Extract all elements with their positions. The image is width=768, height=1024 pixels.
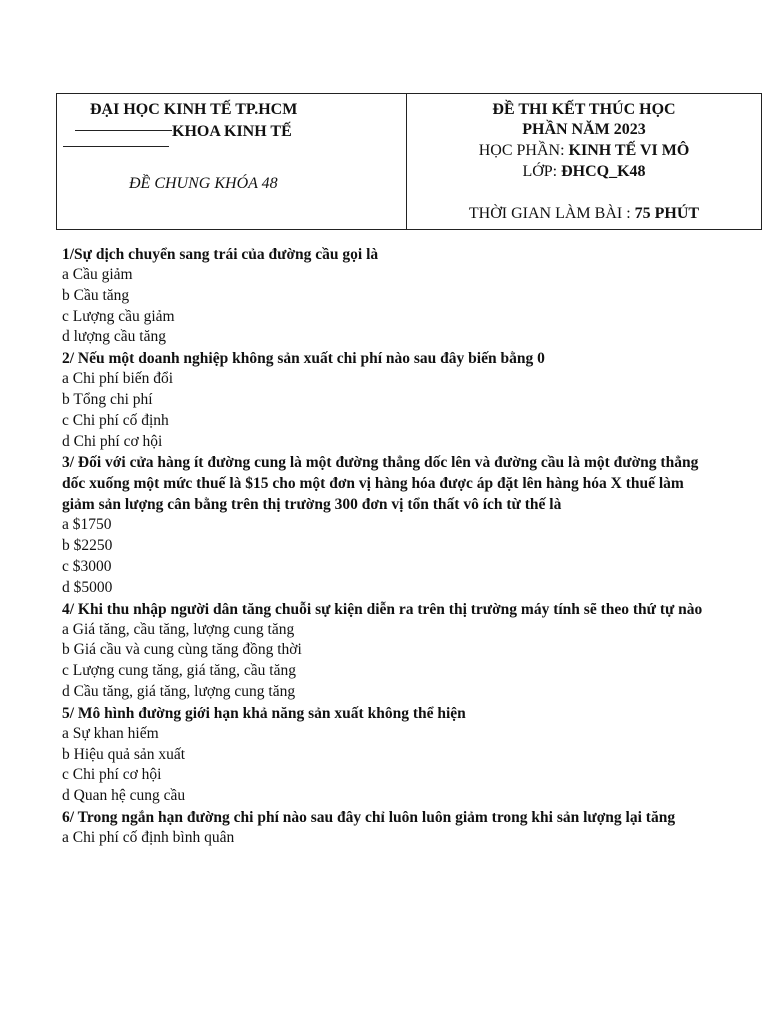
faculty-line	[75, 124, 292, 140]
time-label: THỜI GIAN LÀM BÀI :	[468, 205, 635, 222]
question-text: 2/ Nếu một doanh nghiệp không sản xuất chi phí nào sau đây biến bằng 0	[62, 350, 545, 368]
question-block	[62, 348, 712, 452]
answer-option: d Cầu tăng, giá tăng, lượng cung tăng	[62, 682, 296, 700]
exam-note: ĐỀ CHUNG KHÓA 48	[129, 175, 278, 192]
exam-title-line2: PHẦN NĂM 2023	[522, 121, 646, 138]
answer-option: d Chi phí cơ hội	[62, 432, 163, 450]
question-list	[62, 244, 712, 849]
answer-option: b Cầu tăng	[62, 286, 130, 304]
answer-option: a Cầu giảm	[62, 266, 133, 283]
question-text: 3/ Đối với cửa hàng ít đường cung là một đường thẳng dốc lên và đường cầu là một đường thẳng dốc xuống một mức thuế là $15 cho một đơn vị hàng hóa được áp đặt lên hàng hóa X thuế làm giảm sản lượng cân bằng trên thị trường 300 đơn vị tổn thất vô ích từ thế là	[62, 454, 699, 514]
answer-option: c $3000	[62, 557, 112, 575]
underline-rule	[63, 140, 169, 156]
faculty-rule	[75, 130, 172, 131]
time-value: 75 PHÚT	[634, 205, 700, 222]
question-block	[62, 703, 712, 807]
answer-option: c Lượng cung tăng, giá tăng, cầu tăng	[62, 662, 296, 680]
question-text: 4/ Khi thu nhập người dân tăng chuỗi sự kiện diễn ra trên thị trường máy tính sẽ theo thứ tự nào	[62, 600, 703, 618]
answer-option: b Tổng chi phí	[62, 390, 153, 408]
answer-option: a Sự khan hiếm	[62, 724, 159, 742]
question-text: 1/Sự dịch chuyển sang trái của đường cầu gọi là	[62, 246, 379, 263]
answer-option: d lượng cầu tăng	[62, 328, 166, 346]
class-value: ĐHCQ_K48	[561, 163, 646, 180]
faculty-name: KHOA KINH TẾ	[172, 123, 292, 140]
answer-option: a Chi phí cố định bình quân	[62, 828, 235, 846]
question-text: 5/ Mô hình đường giới hạn khả năng sản xuất không thể hiện	[62, 704, 466, 722]
answer-option: a Chi phí biến đổi	[62, 370, 174, 388]
course-line	[407, 143, 761, 159]
answer-option: b $2250	[62, 537, 113, 555]
course-value: KINH TẾ VI MÔ	[568, 142, 690, 159]
header-left-cell	[57, 94, 407, 229]
question-text: 6/ Trong ngắn hạn đường chi phí nào sau đây chỉ luôn luôn giảm trong khi sản lượng lại tăng	[62, 808, 676, 826]
question-block	[62, 599, 712, 703]
exam-header-table	[56, 93, 762, 230]
question-block	[62, 244, 712, 348]
class-line	[407, 164, 761, 180]
answer-option: c Chi phí cơ hội	[62, 766, 162, 784]
class-label: LỚP:	[522, 163, 562, 180]
answer-option: c Lượng cầu giảm	[62, 307, 175, 325]
answer-option: b Hiệu quả sản xuất	[62, 745, 186, 763]
answer-option: a Giá tăng, cầu tăng, lượng cung tăng	[62, 620, 295, 638]
course-label: HỌC PHẦN:	[478, 142, 569, 159]
question-block	[62, 807, 712, 849]
question-block	[62, 452, 712, 598]
answer-option: b Giá cầu và cung cùng tăng đồng thời	[62, 641, 302, 659]
exam-title-line1: ĐỀ THI KẾT THÚC HỌC	[492, 101, 676, 118]
time-line	[407, 206, 761, 222]
answer-option: d $5000	[62, 578, 113, 596]
answer-option: c Chi phí cố định	[62, 411, 169, 429]
university-name: ĐẠI HỌC KINH TẾ TP.HCM	[90, 101, 298, 118]
answer-option: d Quan hệ cung cầu	[62, 787, 186, 805]
header-right-cell	[407, 94, 761, 229]
answer-option: a $1750	[62, 516, 112, 534]
